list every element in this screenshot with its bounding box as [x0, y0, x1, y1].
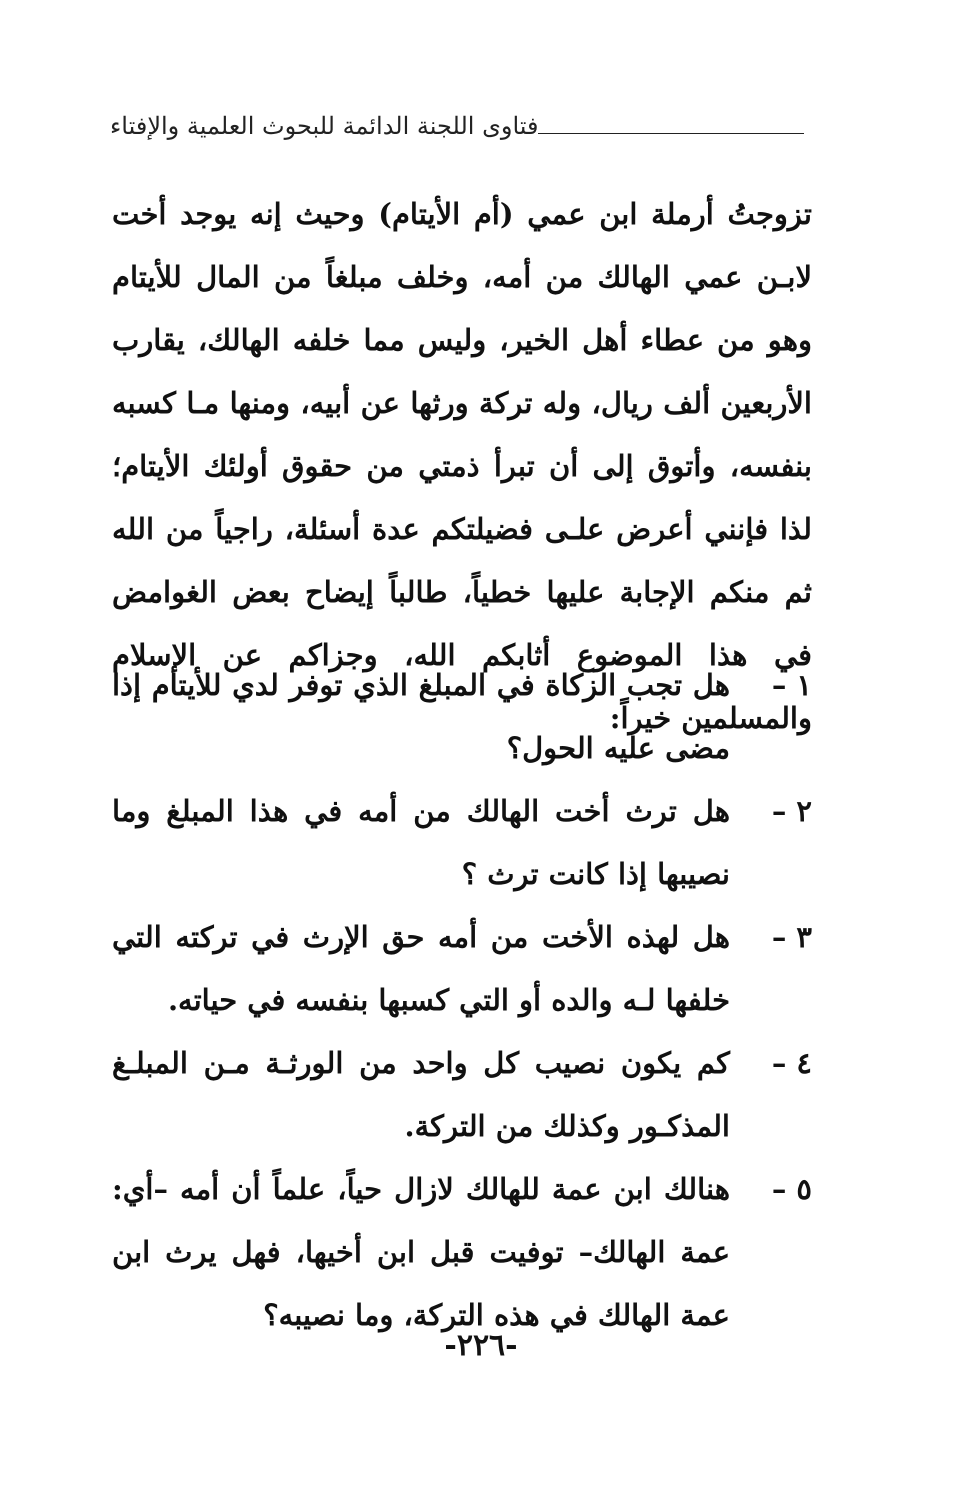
- list-item: [112, 1158, 812, 1347]
- item-text: هنالك ابن عمة للهالك لازال حياً، علماً أن أمه –أي: عمة الهالك– توفيت قبل ابن أخيها، فهل يرث ابن عمة الهالك في هذه التركة، وما نصيبه؟: [112, 1172, 730, 1332]
- paragraph-text: تزوجتُ أرملة ابن عمي (أم الأيتام) وحيث إنه يوجد أخت لابـن عمي الهالك من أمه، وخلف مبلغاً من المال للأيتام وهو من عطاء أهل الخير، وليس مما خلفه الهالك، يقارب الأربعين ألف ريال، وله تركة ورثها عن أبيه، ومنها مـا كسبه بنفسه، وأتوق إلى أن تبرأ ذمتي من حقوق أولئك الأيتام؛ لذا فإنني أعرض علـى فضيلتكم عدة أسئلة، راجياً من الله ثم منكم الإجابة عليها خطياً، طالباً إيضاح بعض الغوامض في هذا الموضوع أثابكم الله، وجزاكم عن الإسلام والمسلمين خيراً:: [112, 197, 812, 735]
- list-item: [112, 780, 812, 906]
- running-header: [110, 112, 812, 140]
- header-rule: [538, 133, 804, 134]
- page-number: -٢٢٦-: [444, 1328, 518, 1363]
- item-number: ٣ –: [771, 920, 812, 954]
- item-text: هل لهذه الأخت من أمه حق الإرث في تركته التي خلفها لـه والده أو التي كسبها بنفسه في حياته.: [112, 920, 730, 1017]
- item-text: هل ترث أخت الهالك من أمه في هذا المبلغ وما نصيبها إذا كانت ترث ؟: [112, 794, 730, 891]
- list-item: [112, 1032, 812, 1158]
- item-text: هل تجب الزكاة في المبلغ الذي توفر لدي للأيتام إذا مضى عليه الحول؟: [112, 668, 730, 765]
- list-item: [112, 654, 812, 780]
- list-item: [112, 906, 812, 1032]
- item-number: ٤ –: [771, 1046, 812, 1080]
- question-list: [112, 654, 812, 1347]
- item-number: ٥ –: [771, 1172, 812, 1206]
- running-title: فتاوى اللجنة الدائمة للبحوث العلمية والإفتاء: [110, 112, 539, 140]
- item-text: كم يكون نصيب كل واحد من الورثـة مـن المبلـغ المذكـور وكذلك من التركة.: [112, 1046, 730, 1143]
- item-number: ١ –: [771, 668, 812, 702]
- item-number: ٢ –: [771, 794, 812, 828]
